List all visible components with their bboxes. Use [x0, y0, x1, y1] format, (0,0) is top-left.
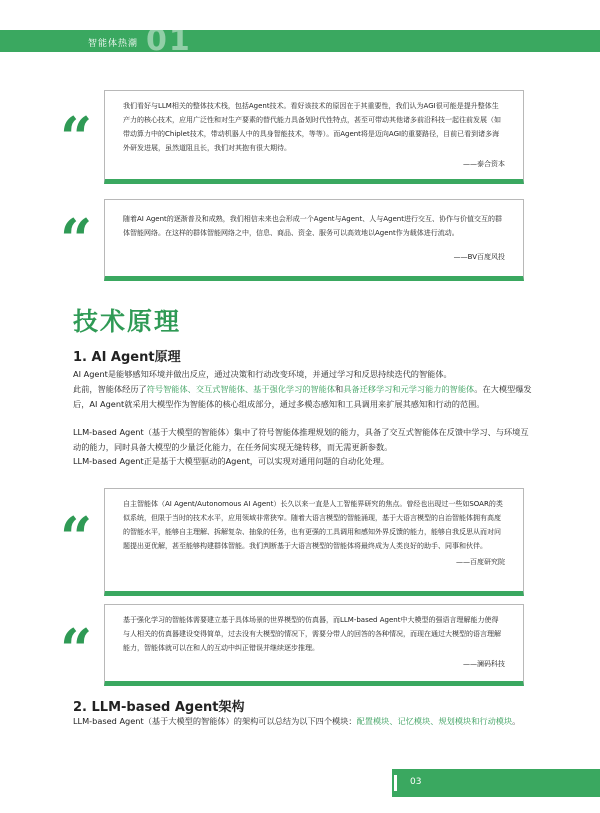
paragraph-2: 此前，智能体经历了符号智能体、交互式智能体、基于强化学习的智能体和具备迁移学习和元学习能力的智能体。在大模型爆发后，AI Agent就采用大模型作为智能体的核心组成部分，通过多模态感知和工具调用来扩展其感知和行动的范围。 [73, 384, 532, 409]
quote-box-2 [104, 199, 524, 281]
subsection-title-2: 2. LLM-based Agent架构 [73, 700, 245, 715]
quote-text-3: 自主智能体（AI Agent/Autonomous AI Agent）长久以来一直是人工智能界研究的焦点。曾经也出现过一些如SOAR的类似系统，但限于当时的技术水平，应用领域非常狭窄。随着大语言模型的智能涌现，基于大语言模型的自治智能体拥有高度的智能水平，能够自主理解、拆解复杂、抽象的任务，也有更强的工具调用和感知外界反馈的能力，能够自我反思从而对问题提出更优解，甚至能够构建群体智能。我们判断基于大语言模型的智能体将最终成为人类良好的助手、同事和伙伴。 [123, 500, 503, 550]
quote-source-4: ——澜码科技 [463, 660, 505, 668]
paragraph-5: LLM-based Agent（基于大模型的智能体）的架构可以总结为以下四个模块：配置模块、记忆模块、规划模块和行动模块。 [73, 716, 521, 726]
quote-source-3: ——百度研究院 [456, 558, 505, 566]
page-number: 03 [410, 777, 422, 787]
quote-box-4 [104, 604, 524, 686]
paragraph-3: LLM-based Agent（基于大模型的智能体）集中了符号智能体推理规划的能力，具备了交互式智能体在反馈中学习、与环境互动的能力，同时具备大模型的少量泛化能力，在任务间实现无缝转移，而无需更新参数。 [73, 427, 529, 452]
quote-mark-icon: “ [60, 105, 89, 171]
quote-source-1: ——泰合资本 [463, 160, 505, 168]
footer-bar [392, 769, 600, 797]
footer-divider [394, 775, 397, 791]
header-label: 智能体热潮 [88, 39, 139, 49]
highlight-agent-types: 符号智能体、交互式智能体、基于强化学习的智能体 [146, 384, 336, 394]
quote-box-3 [104, 488, 524, 596]
quote-text-1: 我们看好与LLM相关的整体技术栈，包括Agent技术。看好该技术的原因在于其重要性，我们认为AGI很可能是提升整体生产力的核心技术，应用广泛性和对生产要素的替代能力具备划时代性特点，甚至可带动其他诸多前沿科技一起往前发展（如带动算力中的Chiplet技术，带动机器人中的具身智能技术，等等）。而Agent将是迈向AGI的重要路径，目前已看到诸多海外研发进展，虽然道阻且长，我们对其抱有很大期待。 [123, 102, 501, 152]
quote-mark-icon: “ [60, 617, 89, 683]
quote-text-4: 基于强化学习的智能体需要建立基于具体场景的世界模型的仿真器，而LLM-based Agent中大模型的强语言理解能力使得与人相关的仿真器建设变得简单，过去没有大模型的情况下，需要分带人的回答的各种情况，而现在通过大模型的语言理解能力，智能体就可以在和人的互动中纠正错误并继续逐步推理。 [123, 616, 501, 652]
paragraph-4: LLM-based Agent正是基于大模型驱动的Agent，可以实现对通用问题的自动化处理。 [73, 456, 389, 466]
quote-source-2: ——BV百度风投 [453, 253, 505, 261]
quote-box-1 [104, 90, 524, 184]
paragraph-1: AI Agent是能够感知环境并做出反应，通过决策和行动改变环境，并通过学习和反思持续迭代的智能体。 [73, 369, 452, 379]
quote-mark-icon: “ [60, 505, 89, 571]
subsection-title-1: 1. AI Agent原理 [73, 350, 181, 365]
chapter-number: 01 [146, 23, 192, 58]
highlight-transfer-learning: 具备迁移学习和元学习能力的智能体 [343, 384, 475, 394]
highlight-modules: 配置模块、记忆模块、规划模块和行动模块 [356, 716, 513, 726]
section-title: 技术原理 [73, 307, 182, 336]
quote-text-2: 随着AI Agent的逐渐普及和成熟，我们相信未来也会形成一个Agent与Agent、人与Agent进行交互、协作与价值交互的群体智能网络。在这样的群体智能网络之中，信息、商品、资金、服务可以高效地以Agent作为载体进行流动。 [123, 215, 502, 237]
quote-mark-icon: “ [60, 207, 89, 273]
